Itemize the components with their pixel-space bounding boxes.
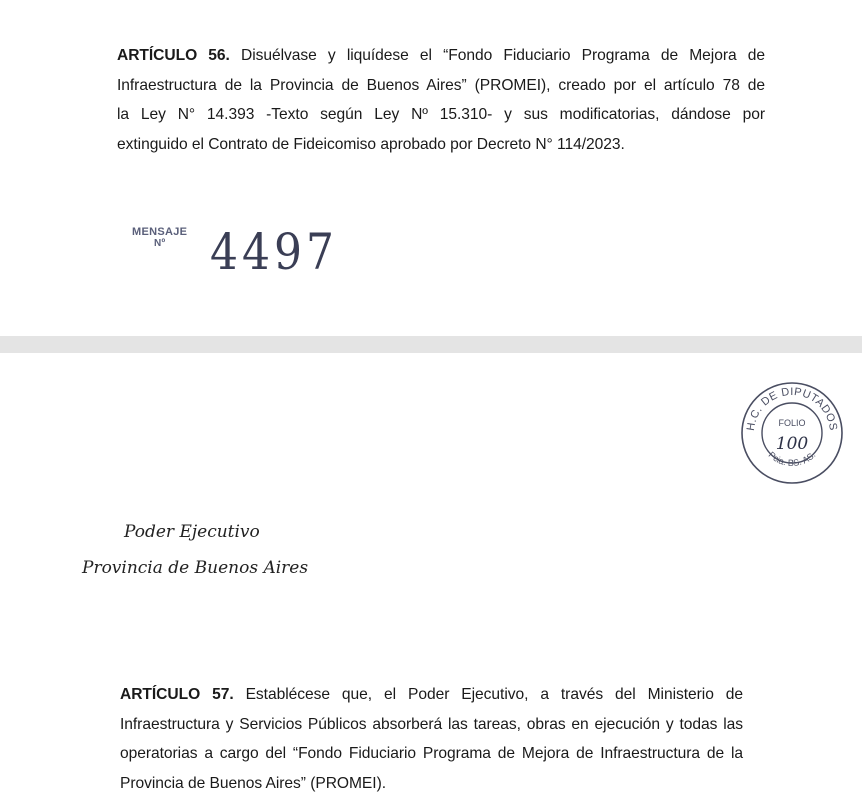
folio-stamp	[740, 381, 844, 485]
page-top	[0, 0, 862, 336]
article-57	[120, 680, 743, 798]
mensaje-label	[132, 226, 204, 250]
article-line: Infraestructura y Servicios Públicos absorberá las tareas, obras en ejecución y todas las	[120, 715, 743, 733]
stamp-outer-ring	[742, 383, 842, 483]
article-line: Infraestructura de la Provincia de Buenos Aires” (PROMEI), creado por el artículo 78 de	[117, 76, 765, 94]
mensaje-label-no: Nº	[154, 238, 166, 249]
article-heading: ARTÍCULO 57.	[120, 686, 234, 703]
letterhead-line-1: Poder Ejecutivo	[124, 522, 260, 542]
stamp-bottom-text: Pcia. BS. AS.	[766, 449, 818, 469]
mensaje-label-text: MENSAJE	[132, 226, 188, 238]
stamp-ring-text: H.C. DE DIPUTADOS	[744, 385, 840, 432]
article-line	[120, 680, 743, 710]
article-text: Establécese que, el Poder Ejecutivo, a través del Ministerio de	[233, 686, 744, 703]
article-heading: ARTÍCULO 56.	[117, 47, 230, 64]
letterhead-line-2: Provincia de Buenos Aires	[82, 558, 309, 578]
article-text: Disuélvase y liquídese el “Fondo Fiduciario Programa de Mejora de	[229, 47, 766, 64]
folio-number: 100	[775, 434, 809, 454]
article-56	[117, 41, 765, 159]
article-line	[117, 41, 765, 71]
article-line: la Ley N° 14.393 -Texto según Ley Nº 15.310- y sus modificatorias, dándose por	[117, 106, 765, 123]
page-separator	[0, 336, 862, 353]
folio-label: FOLIO	[778, 418, 806, 428]
article-line: Provincia de Buenos Aires” (PROMEI).	[120, 774, 386, 792]
article-line: operatorias a cargo del “Fondo Fiduciario Programa de Mejora de Infraestructura de la	[120, 745, 743, 762]
mensaje-number: 4497	[210, 224, 338, 282]
article-line: extinguido el Contrato de Fideicomiso aprobado por Decreto N° 114/2023.	[117, 135, 625, 153]
